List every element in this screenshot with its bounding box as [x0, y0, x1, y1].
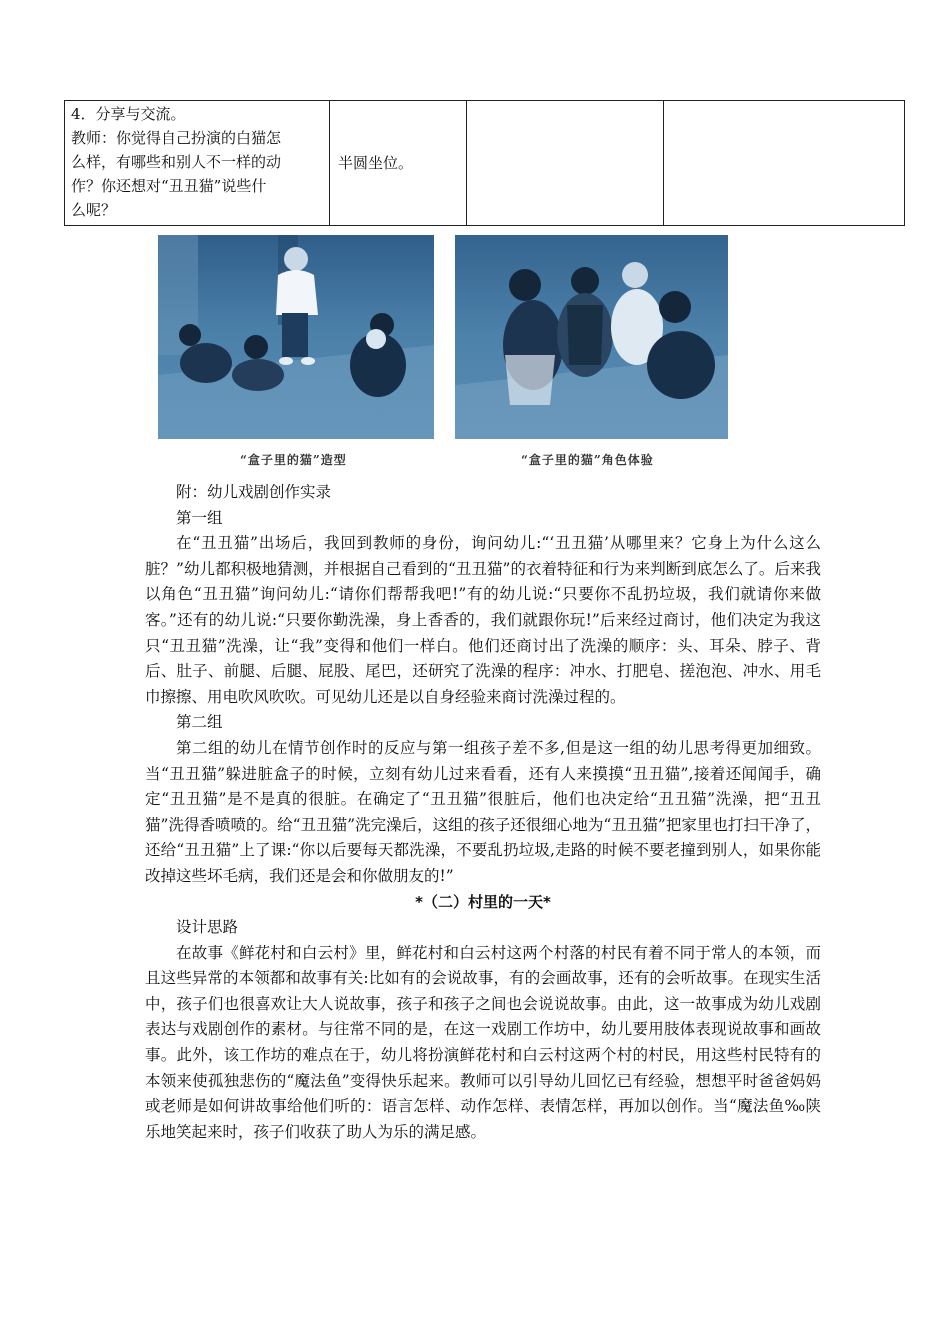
table-cell-empty: [664, 101, 905, 226]
section-heading: *（二）村里的一天*: [415, 892, 551, 911]
table-cell-empty: [467, 101, 664, 226]
paragraph: 在“丑丑猫”出场后，我回到教师的身份，询问幼儿:“‘丑丑猫’从哪里来？它身上为什么这么脏？”幼儿都积极地猜测，并根据自己看到的“丑丑猫”的衣着特征和行为来判断到底怎么了。后来我以角色“丑丑猫”询问幼儿:“请你们帮帮我吧!”有的幼儿说:“只要你不乱扔垃圾，我们就请你来做客。”还有的幼儿说:“只要你勤洗澡，身上香香的，我们就跟你玩!”后来经过商讨，他们决定为我这只“丑丑猫”洗澡，让“我”变得和他们一样白。他们还商讨出了洗澡的顺序：头、耳朵、脖子、背后、肚子、前腿、后腿、屁股、尾巴，还研究了洗澡的程序：冲水、打肥皂、搓泡泡、冲水、用毛巾擦擦、用电吹风吹吹。可见幼儿还是以自身经验来商讨洗澡过程的。: [145, 534, 821, 706]
appendix-title: 附：幼儿戏剧创作实录: [176, 483, 332, 501]
table-cell-arrangement: [330, 101, 467, 226]
table-row: [65, 101, 905, 226]
process-line: 作？你还想对“丑丑猫”说些什: [71, 177, 267, 195]
group-label: 第一组: [176, 508, 223, 527]
process-line: 么样，有哪些和别人不一样的动: [71, 153, 282, 171]
process-line: 么呢？: [71, 201, 117, 219]
paragraph: 第二组的幼儿在情节创作时的反应与第一组孩子差不多,但是这一组的幼儿思考得更加细致。当“丑丑猫”躲进脏盒子的时候，立刻有幼儿过来看看，还有人来摸摸“丑丑猫”,接着还闻闻手，确定“丑丑猫”是不是真的很脏。在确定了“丑丑猫”很脏后，他们也决定给“丑丑猫”洗澡，把“丑丑猫”洗得香喷喷的。给“丑丑猫”洗完澡后，这组的孩子还很细心地为“丑丑猫”把家里也打扫干净了，还给“丑丑猫”上了课:“你以后要每天都洗澡，不要乱扔垃圾,走路的时候不要老撞到别人，如果你能改掉这些坏毛病，我们还是会和你做朋友的!”: [145, 738, 821, 885]
paragraph: 在故事《鲜花村和白云村》里，鲜花村和白云村这两个村落的村民有着不同于常人的本领，而且这些异常的本领都和故事有关:比如有的会说故事，有的会画故事，还有的会听故事。在现实生活中，孩子们也很喜欢让大人说故事，孩子和孩子之间也会说说故事。由此，这一故事成为幼儿戏剧表达与戏剧创作的素材。与往常不同的是，在这一戏剧工作坊中，幼儿要用肢体表现说故事和画故事。此外，该工作坊的难点在于，幼儿将扮演鲜花村和白云村这两个村的村民，用这些村民特有的本领来使孤独悲伤的“魔法鱼”变得快乐起来。教师可以引导幼儿回忆已有经验，想想平时爸爸妈妈或老师是如何讲故事给他们听的：语言怎样、动作怎样、表情怎样，再加以创作。当“魔法鱼‰陕乐地笑起来时，孩子们收获了助人为乐的满足感。: [145, 943, 821, 1141]
process-line: 教师：你觉得自己扮演的白猫怎: [71, 129, 282, 147]
table-cell-process: [65, 101, 330, 226]
photo-caption: “盒子里的猫”造型: [240, 453, 347, 467]
process-line: 4．分享与交流。: [71, 105, 186, 123]
arrangement-text: 半圆坐位。: [338, 154, 414, 172]
photo-caption: “盒子里的猫”角色体验: [521, 453, 654, 467]
design-label: 设计思路: [176, 918, 239, 937]
group-label: 第二组: [176, 713, 223, 732]
photo-cat-role: [455, 235, 728, 439]
article-body: [145, 480, 821, 1145]
photo-cat-pose: [158, 235, 434, 439]
activity-table: [64, 100, 905, 226]
